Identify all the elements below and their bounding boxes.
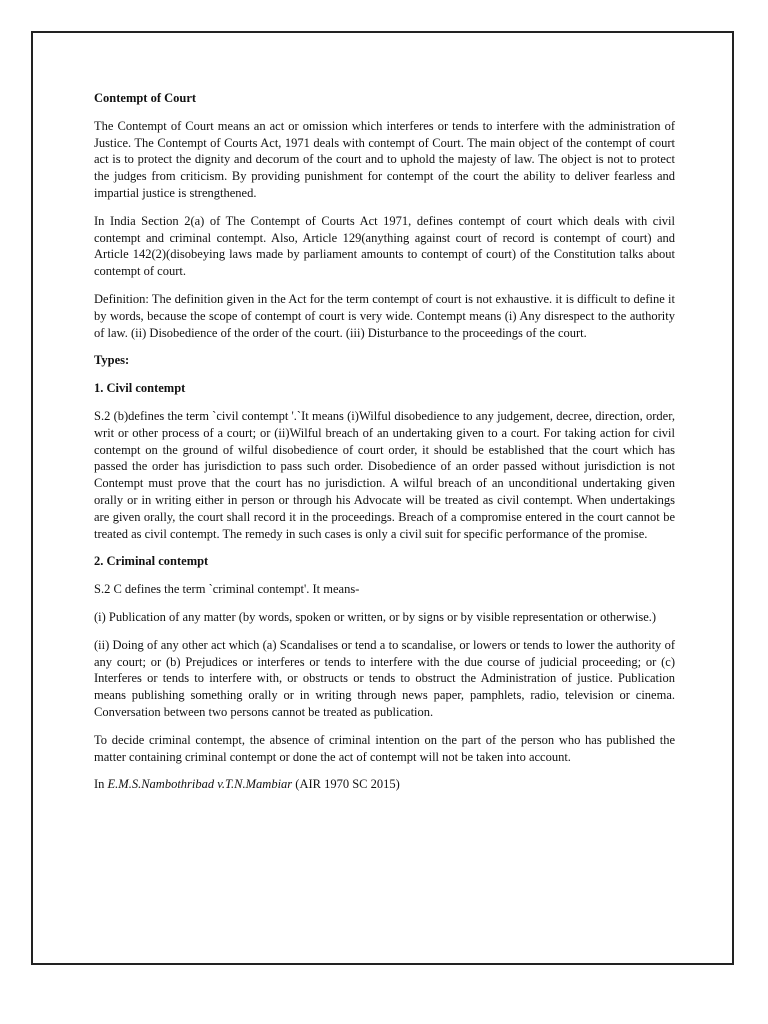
citation-prefix: In	[94, 777, 108, 792]
paragraph-case-citation	[94, 776, 675, 793]
paragraph-definition: Definition: The definition given in the Act for the term contempt of court is not exhaustive. it is difficult to define it by words, because the scope of contempt of court is very wide. Contempt means (i) Any disrespect to the authority of law. (ii) Disobedience of the order of the court. (iii) Disturbance to the proceedings of the court.	[94, 291, 675, 340]
paragraph-intro: The Contempt of Court means an act or omission which interferes or tends to interfere with the administration of Justice. The Contempt of Courts Act, 1971 deals with contempt of Court. The main object of the contempt of court act is to protect the dignity and decorum of the court and to uphold the majesty of law. The object is not to protect the judges from criticism. By providing punishment for contempt of the court the ability to deliver fearless and impartial justice is strengthened.	[94, 118, 675, 200]
types-heading: Types:	[94, 353, 130, 368]
case-name: E.M.S.Nambothribad v.T.N.Mambiar	[107, 777, 293, 792]
paragraph-section-2a: In India Section 2(a) of The Contempt of Courts Act 1971, defines contempt of court which deals with civil contempt and criminal contempt. Also, Article 129(anything against court of record is contempt of court) and Article 142(2)(disobeying laws made by parliament amounts to contempt of court) of the Constitution talks about contempt of court.	[94, 213, 675, 279]
civil-contempt-heading: 1. Civil contempt	[94, 381, 186, 396]
paragraph-criminal-intention: To decide criminal contempt, the absence of criminal intention on the part of the person who has published the matter containing criminal contempt or done the act of contempt will not be taken into account.	[94, 732, 675, 764]
paragraph-publication: (i) Publication of any matter (by words, spoken or written, or by signs or by visible representation or otherwise.)	[94, 609, 657, 624]
criminal-contempt-heading: 2. Criminal contempt	[94, 554, 209, 569]
document-body	[94, 90, 675, 804]
paragraph-other-acts: (ii) Doing of any other act which (a) Scandalises or tend a to scandalise, or lowers or tends to lower the authority of any court; or (b) Prejudices or interferes or tends to interfere with the due course of judicial proceeding; or (c) Interferes or tends to interfere with, or obstructs or tends to obstruct the Administration of justice. Publication means publishing something orally or in writing through news paper, pamphlets, radio, television or cinema. Conversation between two persons cannot be treated as publication.	[94, 637, 675, 719]
citation-reference: (AIR 1970 SC 2015)	[292, 777, 400, 792]
paragraph-civil-contempt: S.2 (b)defines the term `civil contempt '.`It means (i)Wilful disobedience to any judgement, decree, direction, order, writ or other process of a court; or (ii)Wilful breach of an undertaking given to a court. For taking action for civil contempt on the ground of wilful disobedience of court order, it should be established that the court which has passed the order has jurisdiction to pass such order. Disobedience of an order passed without jurisdiction is not Contempt must prove that the court has no jurisdiction. A wilful breach of an unconditional undertaking given orally or in writing either in person or through his Advocate will be treated as civil contempt. When undertakings are given orally, the court shall record it in the proceedings. Breach of a compromise entered in the court cannot be treated as civil contempt. The remedy in such cases is only a civil suit for specific performance of the promise.	[94, 408, 675, 541]
document-title: Contempt of Court	[94, 91, 197, 105]
document-page	[31, 31, 734, 965]
paragraph-criminal-definition: S.2 C defines the term `criminal contempt'. It means-	[94, 582, 360, 597]
